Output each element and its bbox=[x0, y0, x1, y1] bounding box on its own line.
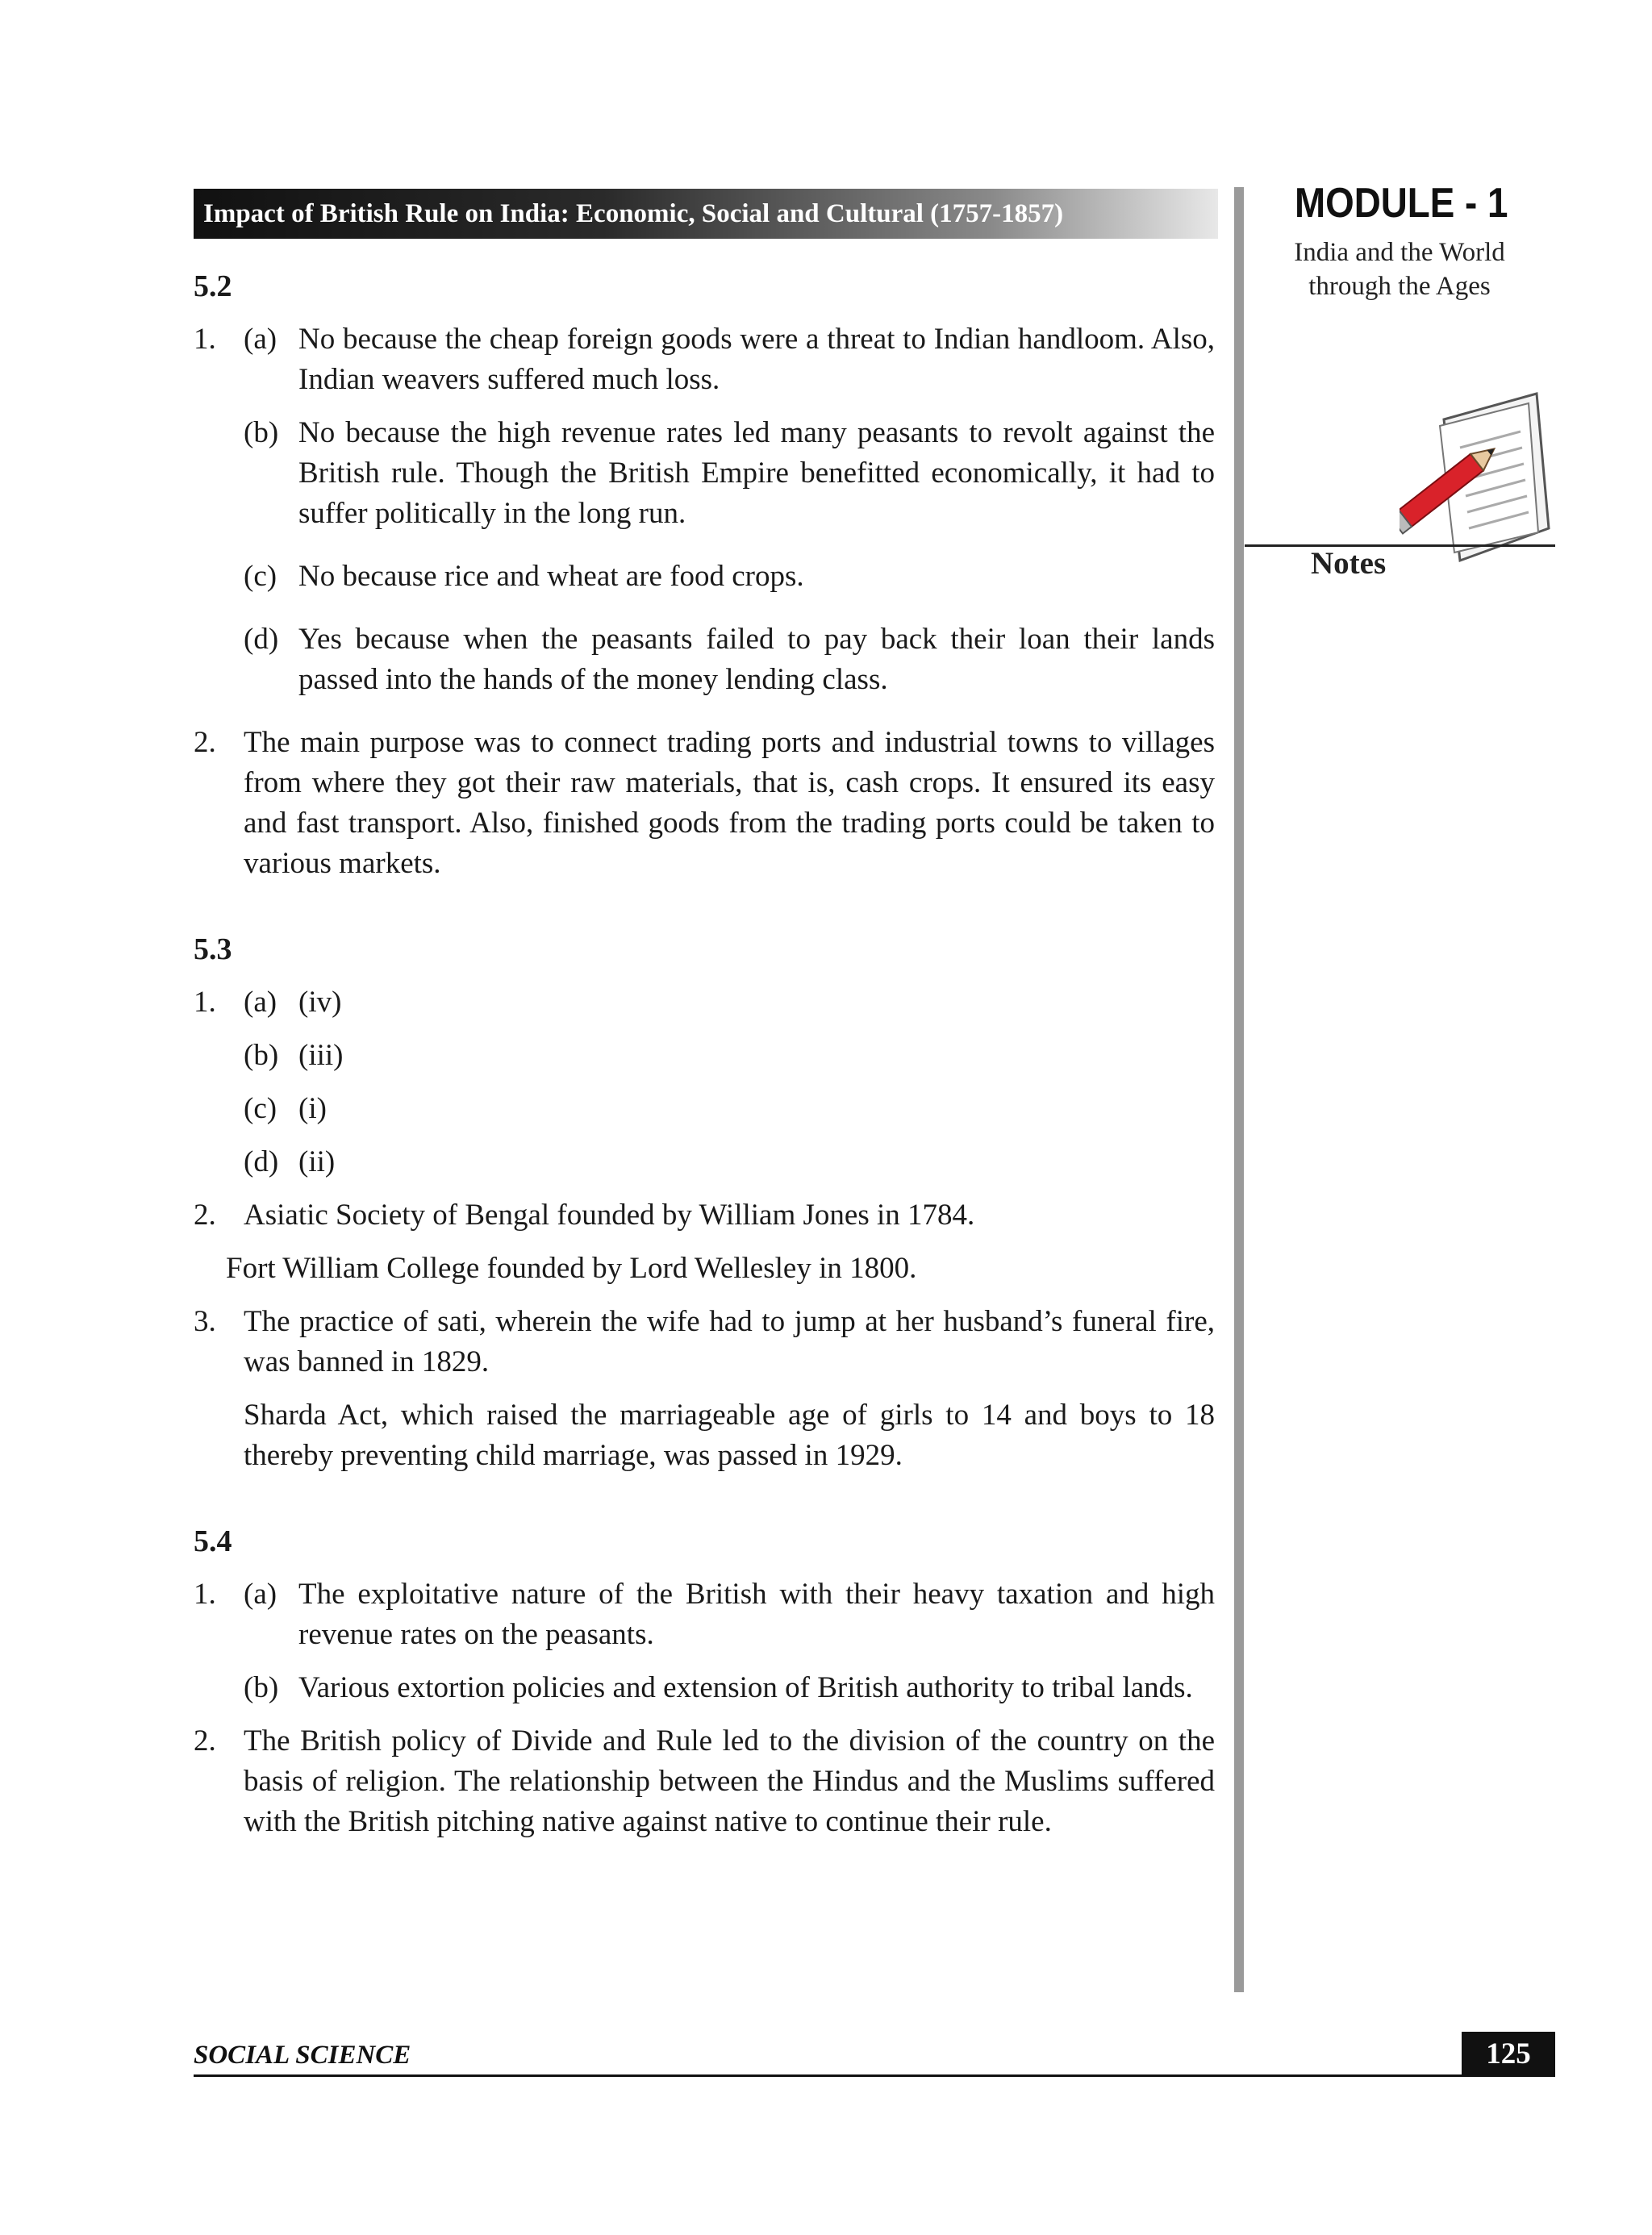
section-heading-5-2: 5.2 bbox=[194, 269, 232, 303]
answer-item: (c) No because rice and wheat are food crops. bbox=[194, 557, 1215, 597]
answer-text: Yes because when the peasants failed to pay back their loan their lands passed into the hands of the money lending class. bbox=[298, 623, 1215, 696]
answer-text: Sharda Act, which raised the marriageable age of girls to 14 and boys to 18 thereby preventing child marriage, was passed in 1929. bbox=[244, 1399, 1215, 1472]
answer-item: (b) Various extortion policies and extension of British authority to tribal lands. bbox=[194, 1668, 1215, 1708]
answer-item: 2. The main purpose was to connect trading ports and industrial towns to villages from where they got their raw materials, that is, cash crops. It ensured its easy and fast transport. Also, finished goods from the trading ports could be taken to various markets. bbox=[194, 723, 1215, 884]
answer-text: Various extortion policies and extension of British authority to tribal lands. bbox=[298, 1671, 1193, 1704]
answer-text: No because the high revenue rates led many peasants to revolt against the British rule. Though the British Empire benefitted economically, it had to suffer politically in the long run. bbox=[298, 416, 1215, 530]
module-subtitle-line1: India and the World bbox=[1294, 238, 1505, 267]
section-heading-5-3: 5.3 bbox=[194, 932, 232, 966]
answer-text: No because rice and wheat are food crops. bbox=[298, 560, 804, 593]
answer-item: 3. The practice of sati, wherein the wife had to jump at her husband’s funeral fire, was banned in 1829. bbox=[194, 1302, 1215, 1382]
answer-item: (b) No because the high revenue rates led many peasants to revolt against the British rule. Though the British Empire benefitted economically, it had to suffer politically in the long run. bbox=[194, 413, 1215, 534]
answer-item: 1. (a) (iv) bbox=[194, 982, 1215, 1023]
notepad-pencil-icon bbox=[1400, 387, 1553, 569]
module-subtitle bbox=[1279, 236, 1521, 303]
answer-text: The exploitative nature of the British with their heavy taxation and high revenue rates on the peasants. bbox=[298, 1578, 1215, 1651]
answer-item: (b) (iii) bbox=[194, 1036, 1215, 1076]
answer-text: No because the cheap foreign goods were a threat to Indian handloom. Also, Indian weavers suffered much loss. bbox=[298, 323, 1215, 396]
notes-rule bbox=[1245, 544, 1555, 547]
answer-text: The practice of sati, wherein the wife had to jump at her husband’s funeral fire, was banned in 1829. bbox=[244, 1305, 1215, 1378]
answer-text: Asiatic Society of Bengal founded by William Jones in 1784. bbox=[244, 1199, 975, 1232]
answer-item: (d) (ii) bbox=[194, 1142, 1215, 1182]
footer-subject: SOCIAL SCIENCE bbox=[194, 2041, 411, 2070]
answer-item: (c) (i) bbox=[194, 1089, 1215, 1129]
footer-rule bbox=[194, 2074, 1555, 2077]
page-number: 125 bbox=[1462, 2032, 1555, 2077]
answer-text: (iii) bbox=[298, 1039, 344, 1072]
answer-item: 2. Asiatic Society of Bengal founded by William Jones in 1784. bbox=[194, 1195, 1215, 1236]
module-title: MODULE - 1 bbox=[1295, 180, 1508, 227]
answer-item: 1. (a) The exploitative nature of the British with their heavy taxation and high revenue rates on the peasants. bbox=[194, 1574, 1215, 1655]
answers-content bbox=[194, 266, 1215, 1842]
answer-text: (ii) bbox=[298, 1145, 336, 1178]
answer-text: The main purpose was to connect trading ports and industrial towns to villages from where they got their raw materials, that is, cash crops. It ensured its easy and fast transport. Also, finished goods from the trading ports could be taken to various markets. bbox=[244, 726, 1215, 880]
margin-divider bbox=[1234, 187, 1244, 1992]
answer-text: (i) bbox=[298, 1092, 327, 1125]
answer-text: (iv) bbox=[298, 986, 342, 1019]
answer-text: Fort William College founded by Lord Wellesley in 1800. bbox=[226, 1252, 917, 1285]
answer-text: The British policy of Divide and Rule led to the division of the country on the basis of religion. The relationship between the Hindus and the Muslims suffered with the British pitching native against native to continue their rule. bbox=[244, 1724, 1215, 1838]
answer-item: 2. The British policy of Divide and Rule led to the division of the country on the basis of religion. The relationship between the Hindus and the Muslims suffered with the British pitching native against native to continue their rule. bbox=[194, 1721, 1215, 1842]
chapter-title: Impact of British Rule on India: Economic, Social and Cultural (1757-1857) bbox=[203, 199, 1064, 228]
section-heading-5-4: 5.4 bbox=[194, 1524, 232, 1558]
answer-item: 1. (a) No because the cheap foreign goods were a threat to Indian handloom. Also, Indian weavers suffered much loss. bbox=[194, 319, 1215, 400]
module-subtitle-line2: through the Ages bbox=[1308, 272, 1491, 301]
chapter-title-banner bbox=[194, 189, 1218, 239]
notes-label: Notes bbox=[1311, 546, 1387, 581]
answer-item: (d) Yes because when the peasants failed to pay back their loan their lands passed into the hands of the money lending class. bbox=[194, 619, 1215, 700]
